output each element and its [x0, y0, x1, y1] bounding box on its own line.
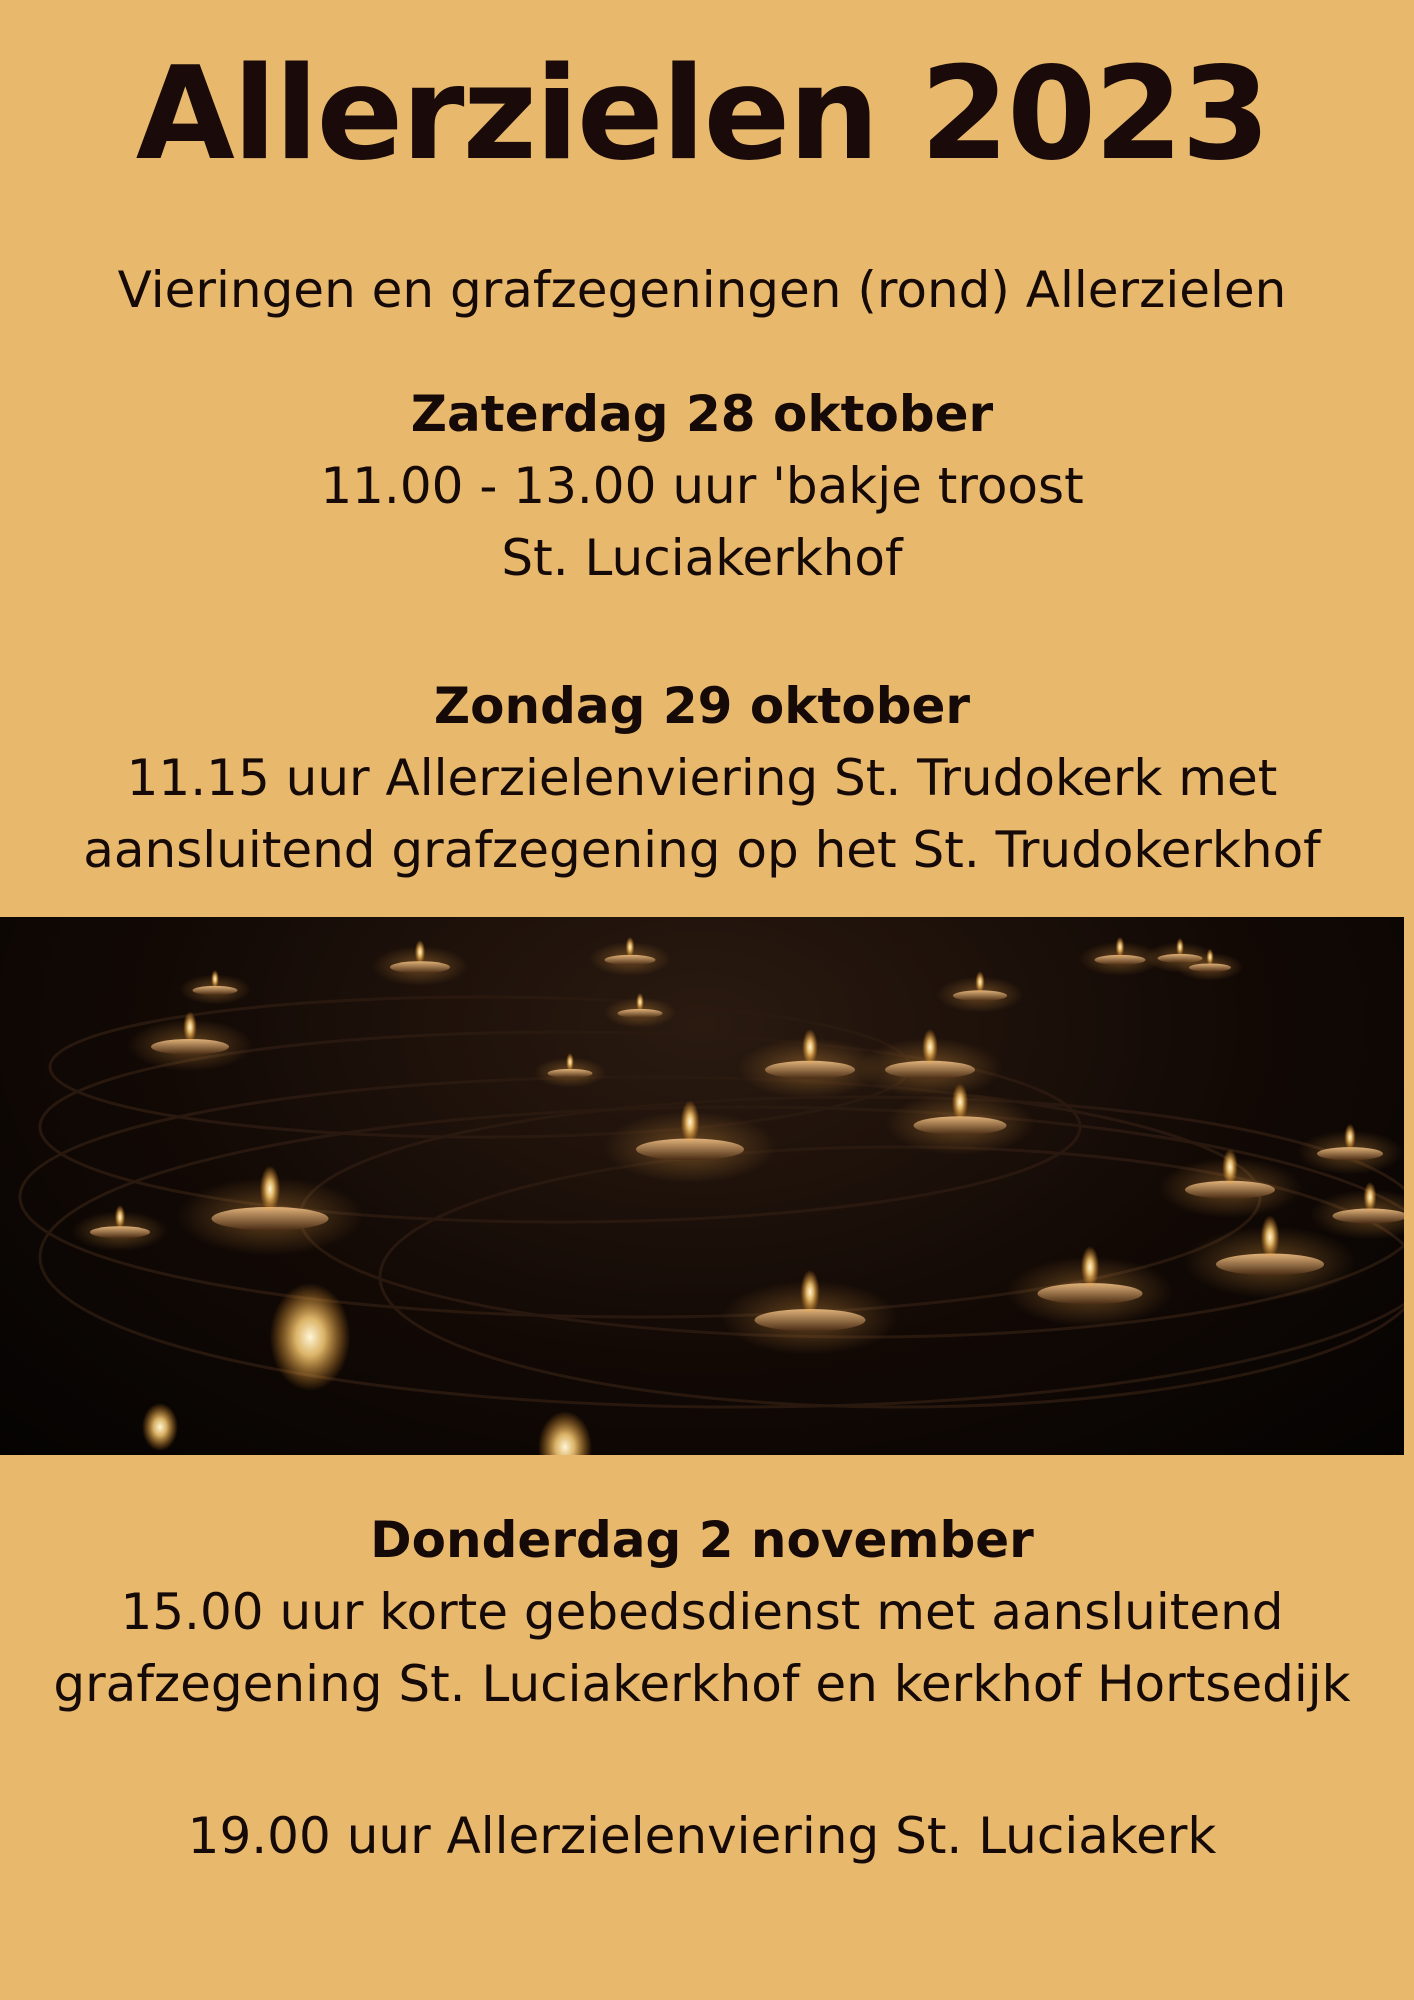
candle-flame [1261, 1215, 1280, 1258]
candle-flame [802, 1029, 818, 1065]
event-line: grafzegening St. Luciakerkhof en kerkhof Hortsedijk [53, 1655, 1351, 1713]
subtitle: Vieringen en grafzegeningen (rond) Allerzielen [117, 261, 1287, 319]
candles-photo [0, 917, 1404, 1455]
event-line: aansluitend grafzegening op het St. Trudokerkhof [83, 821, 1321, 879]
candle-flame [636, 993, 644, 1011]
event-block [0, 1800, 1404, 1872]
candle-flame [1081, 1246, 1099, 1288]
event-block [0, 378, 1404, 594]
candle-flame [922, 1029, 938, 1065]
event-line: 11.15 uur Allerzielenviering St. Trudokerk met [126, 749, 1278, 807]
candle-flame [415, 940, 425, 964]
candles-illustration [0, 917, 1404, 1455]
candle-flame [183, 1011, 197, 1042]
event-line: 19.00 uur Allerzielenviering St. Luciakerk [187, 1807, 1217, 1865]
candle-flame [1222, 1149, 1238, 1185]
candle-flame [211, 970, 219, 988]
candle-flame [1344, 1124, 1355, 1150]
candle-flame [1116, 937, 1125, 957]
candle-flame [270, 1283, 351, 1391]
candle-flame [626, 937, 635, 957]
event-day: Zaterdag 28 oktober [410, 385, 994, 443]
candle-flame [975, 971, 984, 993]
candle-flame [260, 1166, 280, 1213]
event-line: 15.00 uur korte gebedsdienst met aansluitend [120, 1583, 1284, 1641]
event-block [0, 670, 1404, 886]
candle-flame [800, 1270, 819, 1314]
candle-flame [1176, 938, 1184, 956]
page-title: Allerzielen 2023 [135, 40, 1269, 189]
candle-flame [115, 1205, 125, 1229]
candle-flame [538, 1411, 592, 1455]
event-line: St. Luciakerkhof [501, 529, 903, 587]
event-line: 11.00 - 13.00 uur 'bakje troost [320, 457, 1084, 515]
event-day: Zondag 29 oktober [433, 677, 971, 735]
candle-flame [566, 1053, 574, 1071]
candle-flame [1364, 1182, 1377, 1212]
candle-flame [952, 1083, 968, 1120]
candle-flame [142, 1403, 178, 1451]
event-day: Donderdag 2 november [370, 1511, 1034, 1569]
candle-flame [681, 1100, 700, 1143]
event-block [0, 1504, 1404, 1720]
candle-flame [1206, 949, 1213, 966]
